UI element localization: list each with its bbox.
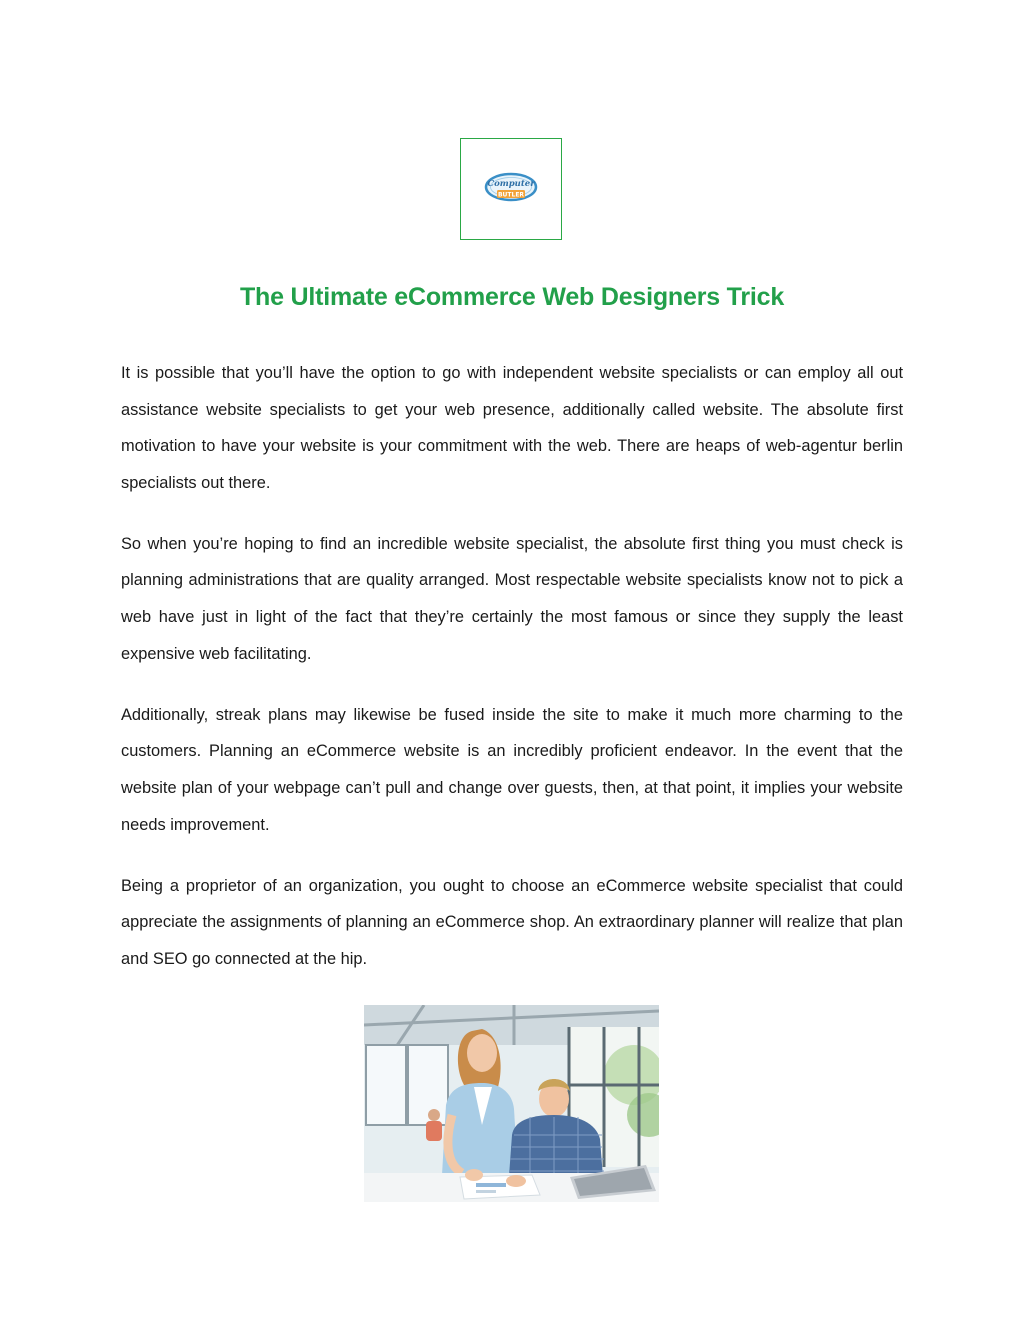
- paragraph: Being a proprietor of an organization, you ought to choose an eCommerce website specialist that could appreciate the assignments of planning an eCommerce shop. An extraordinary planner will realize that plan and SEO go connected at the hip.: [121, 876, 903, 968]
- logo-text-bottom: BUTLER: [497, 191, 525, 199]
- office-photo-illustration: [364, 1005, 659, 1202]
- article-title: The Ultimate eCommerce Web Designers Trick: [239, 283, 785, 311]
- paragraph: Additionally, streak plans may likewise be fused inside the site to make it much more charming to the customers. Planning an eCommerce website is an incredibly proficient endeavor. In the event that the website plan of your webpage can’t pull and change over guests, then, at that point, it implies your website needs improvement.: [121, 705, 903, 834]
- company-logo: [460, 138, 562, 240]
- article-body: [121, 355, 903, 1002]
- paragraph: It is possible that you’ll have the option to go with independent website specialists or can employ all out assistance website specialists to get your web presence, additionally called website. The absolute first motivation to have your website is your commitment with the web. There are heaps of web-agentur berlin specialists out there.: [121, 364, 903, 492]
- paragraph: So when you’re hoping to find an incredible website specialist, the absolute first thing you must check is planning administrations that are quality arranged. Most respectable website specialists know not to pick a web have just in light of the fact that they’re certainly the most famous or since they supply the least expensive web facilitating.: [121, 534, 903, 663]
- logo-text-top: Computer: [487, 179, 535, 189]
- office-photo: [364, 1005, 659, 1202]
- computer-butler-logo-icon: [483, 169, 539, 209]
